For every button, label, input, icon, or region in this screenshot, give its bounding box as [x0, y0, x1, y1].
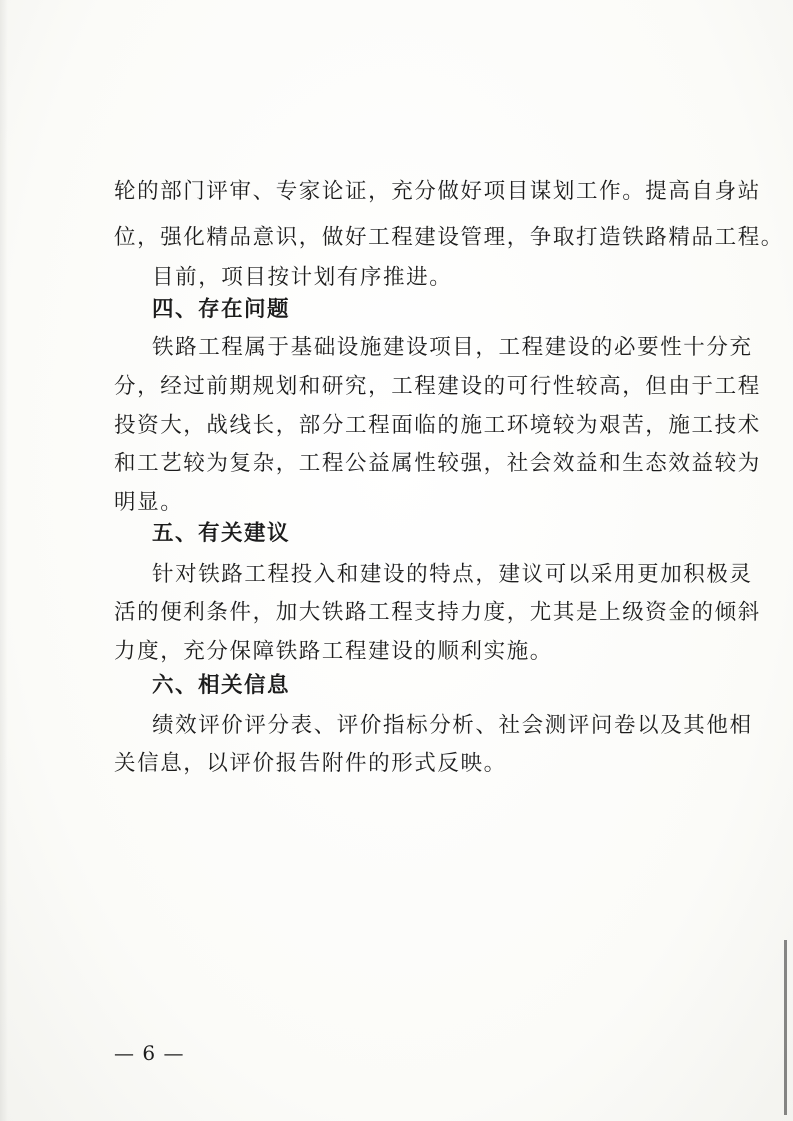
- scan-shadow-left: [0, 0, 8, 1121]
- section-heading-problems: 四、存在问题: [152, 297, 291, 322]
- paragraph-line: 力度，充分保障铁路工程建设的顺利实施。: [114, 639, 553, 664]
- paragraph-line: 铁路工程属于基础设施建设项目，工程建设的必要性十分充: [152, 335, 753, 360]
- section-heading-suggestions: 五、有关建议: [152, 521, 291, 546]
- paragraph-line: 投资大，战线长，部分工程面临的施工环境较为艰苦，施工技术: [114, 413, 761, 438]
- paragraph-line: 位，强化精品意识，做好工程建设管理，争取打造铁路精品工程。: [114, 225, 784, 250]
- paragraph-line: 和工艺较为复杂，工程公益属性较强，社会效益和生态效益较为: [114, 451, 761, 476]
- paragraph-line: 轮的部门评审、专家论证，充分做好项目谋划工作。提高自身站: [114, 179, 761, 204]
- paragraph-line: 分，经过前期规划和研究，工程建设的可行性较高，但由于工程: [114, 374, 761, 399]
- paragraph-line: 目前，项目按计划有序推进。: [152, 265, 453, 290]
- page-number: — 6 —: [114, 1041, 185, 1065]
- section-heading-related-info: 六、相关信息: [152, 673, 291, 698]
- paragraph-line: 绩效评价评分表、评价指标分析、社会测评问卷以及其他相: [152, 713, 753, 738]
- paragraph-line: 明显。: [114, 490, 184, 515]
- paragraph-line: 活的便利条件，加大铁路工程支持力度，尤其是上级资金的倾斜: [114, 600, 761, 625]
- paragraph-line: 针对铁路工程投入和建设的特点，建议可以采用更加积极灵: [152, 562, 753, 587]
- paragraph-line: 关信息，以评价报告附件的形式反映。: [114, 751, 507, 776]
- scan-edge-mark: [784, 940, 787, 1115]
